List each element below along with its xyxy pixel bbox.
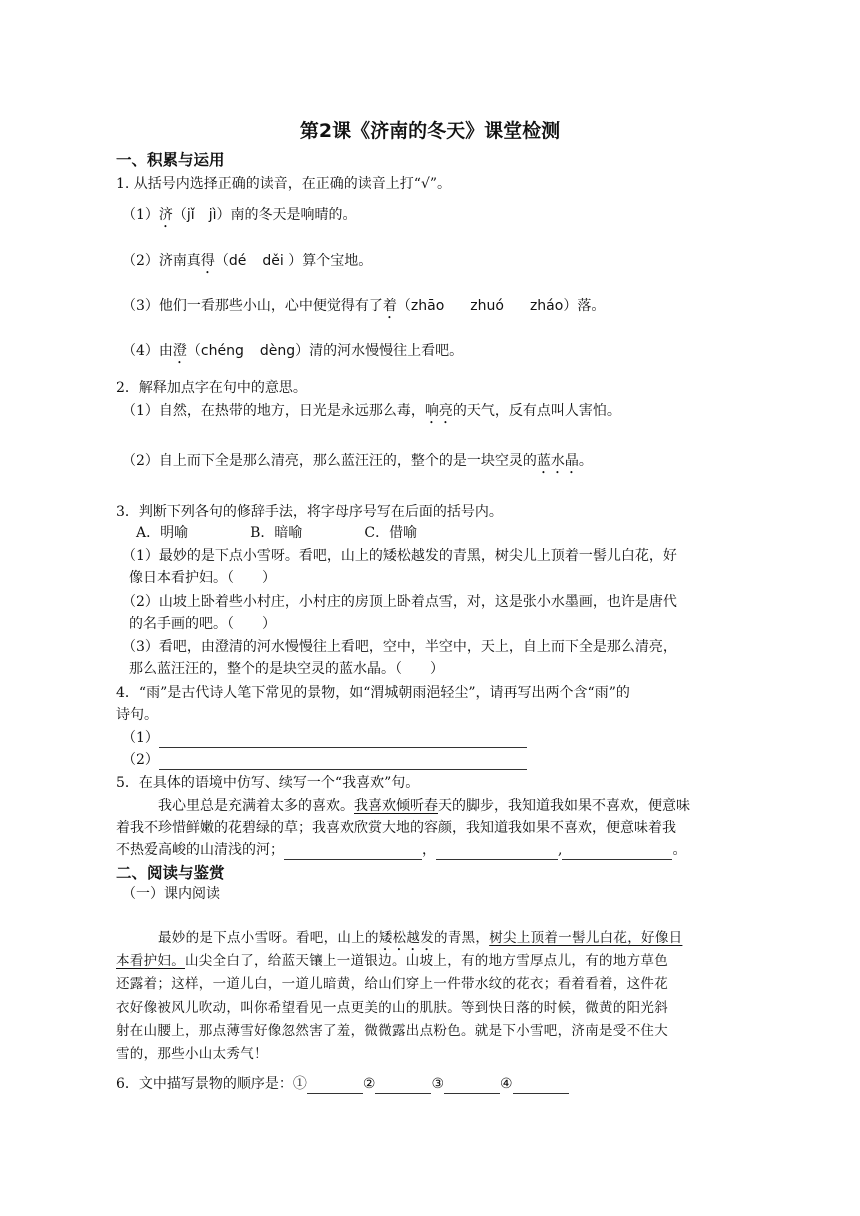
q5-stem: 5．在具体的语境中仿写、续写一个“我喜欢”句。 (116, 775, 420, 791)
q3-item-1-line-2: 像日本看护妇。（ ） (129, 570, 276, 586)
q3-item-3-line-1: （3）看吧，由澄清的河水慢慢往上看吧，空中，半空中，天上，自上而下全是那么清亮， (122, 639, 677, 655)
dotted-char: 得 (200, 253, 215, 269)
option-b: B．暗喻 (250, 525, 303, 541)
q3-options (136, 523, 417, 543)
q4-line-2: 诗句。 (116, 707, 158, 723)
page-title: 第2课《济南的冬天》课堂检测 (299, 120, 561, 142)
subsection-heading: （一）课内阅读 (122, 886, 220, 902)
answer-blank[interactable] (159, 754, 527, 770)
q3-item-1-line-1: （1）最妙的是下点小雪呀。看吧，山上的矮松越发的青黑，树尖儿上顶着一髻儿白花，好 (122, 548, 677, 564)
q1-item-2: （2）济南真得（dé děi ）算个宝地。 (122, 253, 373, 269)
pinyin-option: dèng (259, 343, 296, 359)
answer-blank[interactable] (444, 1078, 500, 1094)
dotted-word: 矮松越发 (378, 930, 435, 946)
q3-item-2-line-1: （2）山坡上卧着些小村庄，小村庄的房顶上卧着点雪，对，这是张小水墨画，也许是唐代 (122, 594, 677, 610)
pinyin-option: zháo (529, 298, 564, 314)
q3-item-2-line-2: 的名手画的吧。（ ） (129, 616, 276, 632)
section-heading-1: 一、积累与运用 (116, 151, 225, 169)
q6-line: 6．文中描写景物的顺序是：① ② ③ ④ (116, 1074, 569, 1094)
option-a: A．明喻 (136, 525, 189, 541)
dotted-char: 济 (158, 207, 173, 223)
passage-line-4: 衣好像被风儿吹动，叫你希望看见一点更美的山的肌肤。等到快日落的时候，微黄的阳光斜 (116, 1000, 668, 1016)
passage-line-6: 雪的，那些小山太秀气！ (116, 1046, 268, 1062)
q1-item-1: （1）济（jǐ jì）南的冬天是响晴的。 (122, 207, 357, 223)
q3-item-3-line-2: 那么蓝汪汪的，整个的是块空灵的蓝水晶。（ ） (129, 661, 444, 677)
pinyin-option: zhāo (410, 298, 445, 314)
underlined-sentence: 本看护妇。 (116, 953, 185, 969)
answer-blank[interactable] (284, 844, 422, 860)
dotted-char: 着 (382, 298, 397, 314)
q1-stem: 1. 从括号内选择正确的读音，在正确的读音上打“√”。 (116, 176, 452, 192)
underlined-phrase: 我喜欢倾听春 (354, 798, 438, 814)
q2-stem: 2．解释加点字在句中的意思。 (116, 380, 307, 396)
q5-paragraph-line-1: 我心里总是充满着太多的喜欢。我喜欢倾听春天的脚步，我知道我如果不喜欢，便意味 (158, 798, 690, 814)
dotted-char: 澄 (172, 343, 187, 359)
q5-paragraph-line-2: 着我不珍惜鲜嫩的花碧绿的草；我喜欢欣赏大地的容颜，我知道我如果不喜欢，便意味着我 (116, 820, 676, 836)
answer-blank[interactable] (513, 1078, 569, 1094)
q3-stem: 3．判断下列各句的修辞手法，将字母序号写在后面的括号内。 (116, 504, 503, 520)
q1-item-3: （3）他们一看那些小山，心中便觉得有了着（zhāo zhuó zháo）落。 (122, 298, 606, 314)
pinyin-option: jǐ (186, 207, 195, 223)
pinyin-option: děi (262, 253, 284, 269)
pinyin-option: dé (228, 253, 247, 269)
answer-blank[interactable] (436, 844, 558, 860)
passage-line-5: 射在山腰上，那点薄雪好像忽然害了羞，微微露出点粉色。就是下小雪吧，济南是受不住大 (116, 1023, 668, 1039)
q4-answer-1: （1） (122, 728, 527, 748)
answer-blank[interactable] (562, 844, 672, 860)
passage-line-3: 还露着；这样，一道儿白，一道儿暗黄，给山们穿上一件带水纹的花衣；看着看着，这件花 (116, 976, 668, 992)
q4-line-1: 4．“雨”是古代诗人笔下常见的景物，如“渭城朝雨浥轻尘”，请再写出两个含“雨”的 (116, 685, 630, 701)
pinyin-option: chéng (200, 343, 244, 359)
q1-item-4: （4）由澄（chéng dèng）清的河水慢慢往上看吧。 (122, 343, 464, 359)
passage-line-1: 最妙的是下点小雪呀。看吧，山上的矮松越发的青黑，树尖上顶着一髻儿白花，好像日 (158, 930, 683, 946)
answer-blank[interactable] (375, 1078, 431, 1094)
q4-answer-2: （2） (122, 750, 527, 770)
q2-item-1: （1）自然，在热带的地方，日光是永远那么毒，响亮的天气，反有点叫人害怕。 (122, 403, 621, 419)
underlined-sentence: 树尖上顶着一髻儿白花，好像日 (489, 930, 683, 946)
section-heading-2: 二、阅读与鉴赏 (116, 864, 225, 882)
q2-item-2: （2）自上而下全是那么清亮，那么蓝汪汪的，整个的是一块空灵的蓝水晶。 (122, 453, 593, 469)
passage-line-2: 本看护妇。山尖全白了，给蓝天镶上一道银边。山坡上，有的地方雪厚点儿，有的地方草色 (116, 953, 668, 969)
dotted-word: 响亮 (424, 403, 453, 419)
q5-paragraph-line-3: 不热爱高峻的山清浅的河； ， , 。 (116, 842, 687, 858)
answer-blank[interactable] (307, 1078, 363, 1094)
option-c: C．借喻 (364, 525, 418, 541)
pinyin-option: zhuó (470, 298, 504, 314)
dotted-word: 蓝水晶 (536, 453, 579, 469)
answer-blank[interactable] (159, 732, 527, 748)
pinyin-option: jì (208, 207, 217, 223)
